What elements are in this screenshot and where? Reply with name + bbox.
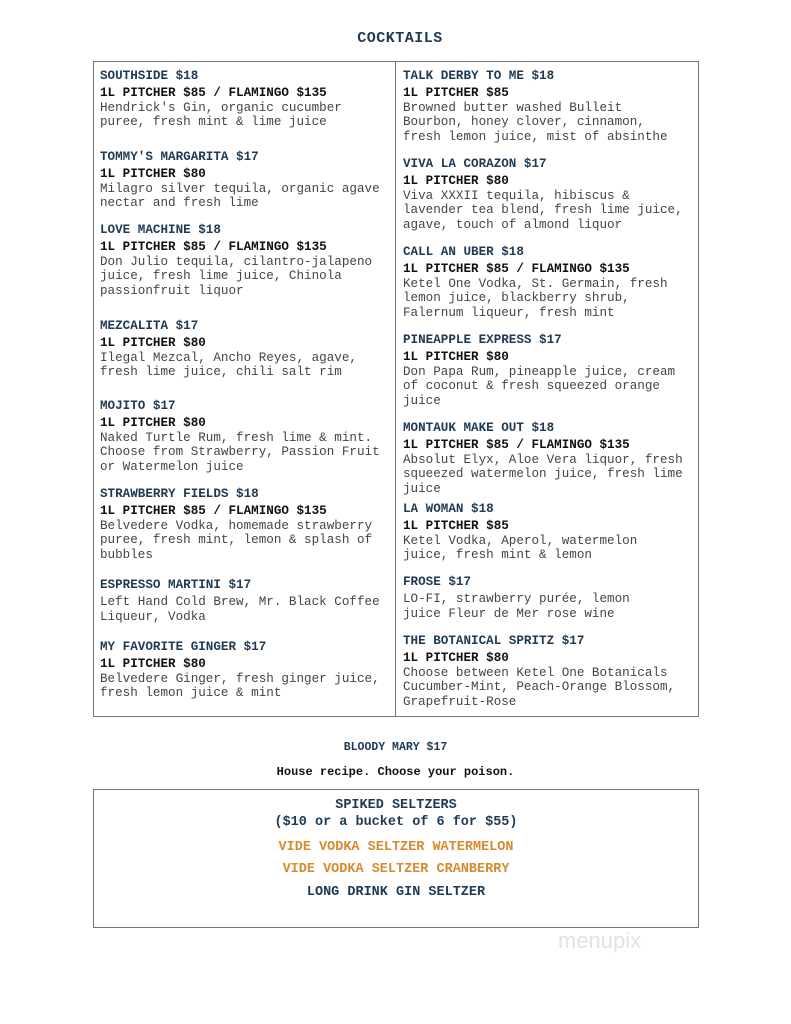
pitcher-price: 1L PITCHER $80 bbox=[403, 650, 509, 665]
cocktail-item bbox=[403, 502, 637, 563]
cocktail-description: juice, fresh lime juice, Chinola bbox=[100, 269, 342, 284]
cocktail-description: Hendrick's Gin, organic cucumber bbox=[100, 100, 342, 115]
cocktail-description: puree, fresh mint, lemon & splash of bbox=[100, 533, 373, 548]
cocktail-item bbox=[100, 223, 372, 299]
seltzer-item: LONG DRINK GIN SELTZER bbox=[306, 885, 486, 900]
cocktail-description: Ketel Vodka, Aperol, watermelon bbox=[403, 533, 638, 548]
cocktail-item bbox=[100, 640, 380, 701]
cocktail-description: Viva XXXII tequila, hibiscus & bbox=[403, 188, 630, 203]
cocktail-description: Don Julio tequila, cilantro-jalapeno bbox=[100, 254, 373, 269]
cocktail-name: CALL AN UBER $18 bbox=[403, 245, 524, 259]
cocktail-item bbox=[403, 333, 675, 409]
cocktail-name: ESPRESSO MARTINI $17 bbox=[100, 578, 252, 592]
cocktail-description: Choose from Strawberry, Passion Fruit bbox=[100, 445, 380, 460]
cocktail-description: Cucumber-Mint, Peach-Orange Blossom, bbox=[403, 680, 676, 695]
pitcher-price: 1L PITCHER $85 bbox=[403, 518, 509, 533]
cocktail-item bbox=[100, 399, 380, 475]
cocktail-description: nectar and fresh lime bbox=[100, 196, 259, 211]
cocktail-name: STRAWBERRY FIELDS $18 bbox=[100, 487, 259, 501]
cocktail-description: Don Papa Rum, pineapple juice, cream bbox=[403, 364, 676, 379]
cocktail-description: fresh lemon juice & mint bbox=[100, 686, 282, 701]
page-title: COCKTAILS bbox=[357, 30, 443, 47]
cocktail-item bbox=[403, 634, 675, 710]
pitcher-price: 1L PITCHER $85 bbox=[403, 85, 509, 100]
seltzers-price: ($10 or a bucket of 6 for $55) bbox=[274, 815, 518, 830]
cocktail-description: squeezed watermelon juice, fresh lime bbox=[403, 467, 683, 482]
cocktail-description: Ketel One Vodka, St. Germain, fresh bbox=[403, 276, 668, 291]
cocktail-description: lavender tea blend, fresh lime juice, bbox=[403, 203, 683, 218]
seltzer-item: VIDE VODKA SELTZER WATERMELON bbox=[278, 840, 514, 855]
cocktail-description: Browned butter washed Bulleit bbox=[403, 100, 623, 115]
cocktail-description: passionfruit liquor bbox=[100, 284, 244, 299]
cocktail-description: juice bbox=[403, 482, 441, 497]
cocktail-description: bubbles bbox=[100, 548, 153, 563]
cocktail-name: MEZCALITA $17 bbox=[100, 319, 199, 333]
cocktail-name: PINEAPPLE EXPRESS $17 bbox=[403, 333, 562, 347]
cocktail-description: Naked Turtle Rum, fresh lime & mint. bbox=[100, 430, 373, 445]
cocktail-name: SOUTHSIDE $18 bbox=[100, 69, 199, 83]
cocktail-description: fresh lemon juice, mist of absinthe bbox=[403, 130, 668, 145]
cocktail-description: Choose between Ketel One Botanicals bbox=[403, 665, 668, 680]
cocktail-description: Belvedere Vodka, homemade strawberry bbox=[100, 518, 373, 533]
cocktail-description: juice bbox=[403, 394, 441, 409]
pitcher-price: 1L PITCHER $80 bbox=[100, 335, 206, 350]
cocktail-item bbox=[100, 487, 372, 563]
pitcher-price: 1L PITCHER $85 / FLAMINGO $135 bbox=[403, 261, 630, 276]
cocktail-item bbox=[100, 150, 380, 211]
pitcher-price: 1L PITCHER $80 bbox=[100, 656, 206, 671]
cocktail-description: LO-FI, strawberry purée, lemon bbox=[403, 591, 630, 606]
cocktail-item bbox=[100, 69, 342, 130]
pitcher-price: 1L PITCHER $85 / FLAMINGO $135 bbox=[100, 239, 327, 254]
menupix-watermark: menupix bbox=[558, 928, 642, 953]
pitcher-price: 1L PITCHER $85 / FLAMINGO $135 bbox=[403, 437, 630, 452]
cocktail-item bbox=[403, 69, 668, 145]
cocktail-item bbox=[403, 575, 630, 621]
cocktail-description: of coconut & fresh squeezed orange bbox=[403, 379, 660, 394]
pitcher-price: 1L PITCHER $80 bbox=[403, 173, 509, 188]
cocktail-description: Milagro silver tequila, organic agave bbox=[100, 181, 380, 196]
cocktail-description: agave, touch of almond liquor bbox=[403, 218, 623, 233]
cocktail-description: puree, fresh mint & lime juice bbox=[100, 115, 327, 130]
cocktail-description: Ilegal Mezcal, Ancho Reyes, agave, bbox=[100, 350, 357, 365]
column-divider bbox=[395, 61, 396, 717]
bloody-mary-description: House recipe. Choose your poison. bbox=[276, 765, 515, 779]
cocktail-name: MY FAVORITE GINGER $17 bbox=[100, 640, 267, 654]
pitcher-price: 1L PITCHER $80 bbox=[100, 166, 206, 181]
pitcher-price: 1L PITCHER $80 bbox=[100, 415, 206, 430]
cocktail-name: LOVE MACHINE $18 bbox=[100, 223, 221, 237]
pitcher-price: 1L PITCHER $85 / FLAMINGO $135 bbox=[100, 503, 327, 518]
cocktail-item bbox=[403, 421, 683, 497]
cocktail-description: juice, fresh mint & lemon bbox=[403, 548, 592, 563]
cocktail-description: Liqueur, Vodka bbox=[100, 609, 206, 624]
cocktail-name: TOMMY'S MARGARITA $17 bbox=[100, 150, 259, 164]
cocktail-description: Bourbon, honey clover, cinnamon, bbox=[403, 115, 645, 130]
spiked-seltzers-box bbox=[93, 789, 699, 928]
cocktail-item bbox=[100, 319, 357, 380]
cocktail-description: Belvedere Ginger, fresh ginger juice, bbox=[100, 671, 380, 686]
cocktail-item bbox=[403, 157, 683, 233]
cocktail-name: THE BOTANICAL SPRITZ $17 bbox=[403, 634, 585, 648]
cocktail-name: MOJITO $17 bbox=[100, 399, 176, 413]
cocktail-item bbox=[100, 578, 380, 624]
cocktail-name: FROSE $17 bbox=[403, 575, 472, 589]
cocktail-description: Falernum liqueur, fresh mint bbox=[403, 306, 615, 321]
cocktail-description: or Watermelon juice bbox=[100, 460, 244, 475]
cocktail-description: Left Hand Cold Brew, Mr. Black Coffee bbox=[100, 594, 380, 609]
bloody-mary-title: BLOODY MARY $17 bbox=[343, 741, 448, 754]
cocktail-name: TALK DERBY TO ME $18 bbox=[403, 69, 555, 83]
cocktail-item bbox=[403, 245, 668, 321]
cocktail-description: juice Fleur de Mer rose wine bbox=[403, 606, 615, 621]
cocktail-description: lemon juice, blackberry shrub, bbox=[403, 291, 630, 306]
cocktail-name: MONTAUK MAKE OUT $18 bbox=[403, 421, 555, 435]
seltzers-title: SPIKED SELTZERS bbox=[335, 798, 457, 813]
cocktail-description: fresh lime juice, chili salt rim bbox=[100, 365, 342, 380]
cocktail-name: VIVA LA CORAZON $17 bbox=[403, 157, 547, 171]
cocktail-name: LA WOMAN $18 bbox=[403, 502, 494, 516]
cocktail-description: Grapefruit-Rose bbox=[403, 695, 517, 710]
seltzer-item: VIDE VODKA SELTZER CRANBERRY bbox=[282, 862, 510, 877]
pitcher-price: 1L PITCHER $80 bbox=[403, 349, 509, 364]
pitcher-price: 1L PITCHER $85 / FLAMINGO $135 bbox=[100, 85, 327, 100]
cocktail-description: Absolut Elyx, Aloe Vera liquor, fresh bbox=[403, 452, 683, 467]
